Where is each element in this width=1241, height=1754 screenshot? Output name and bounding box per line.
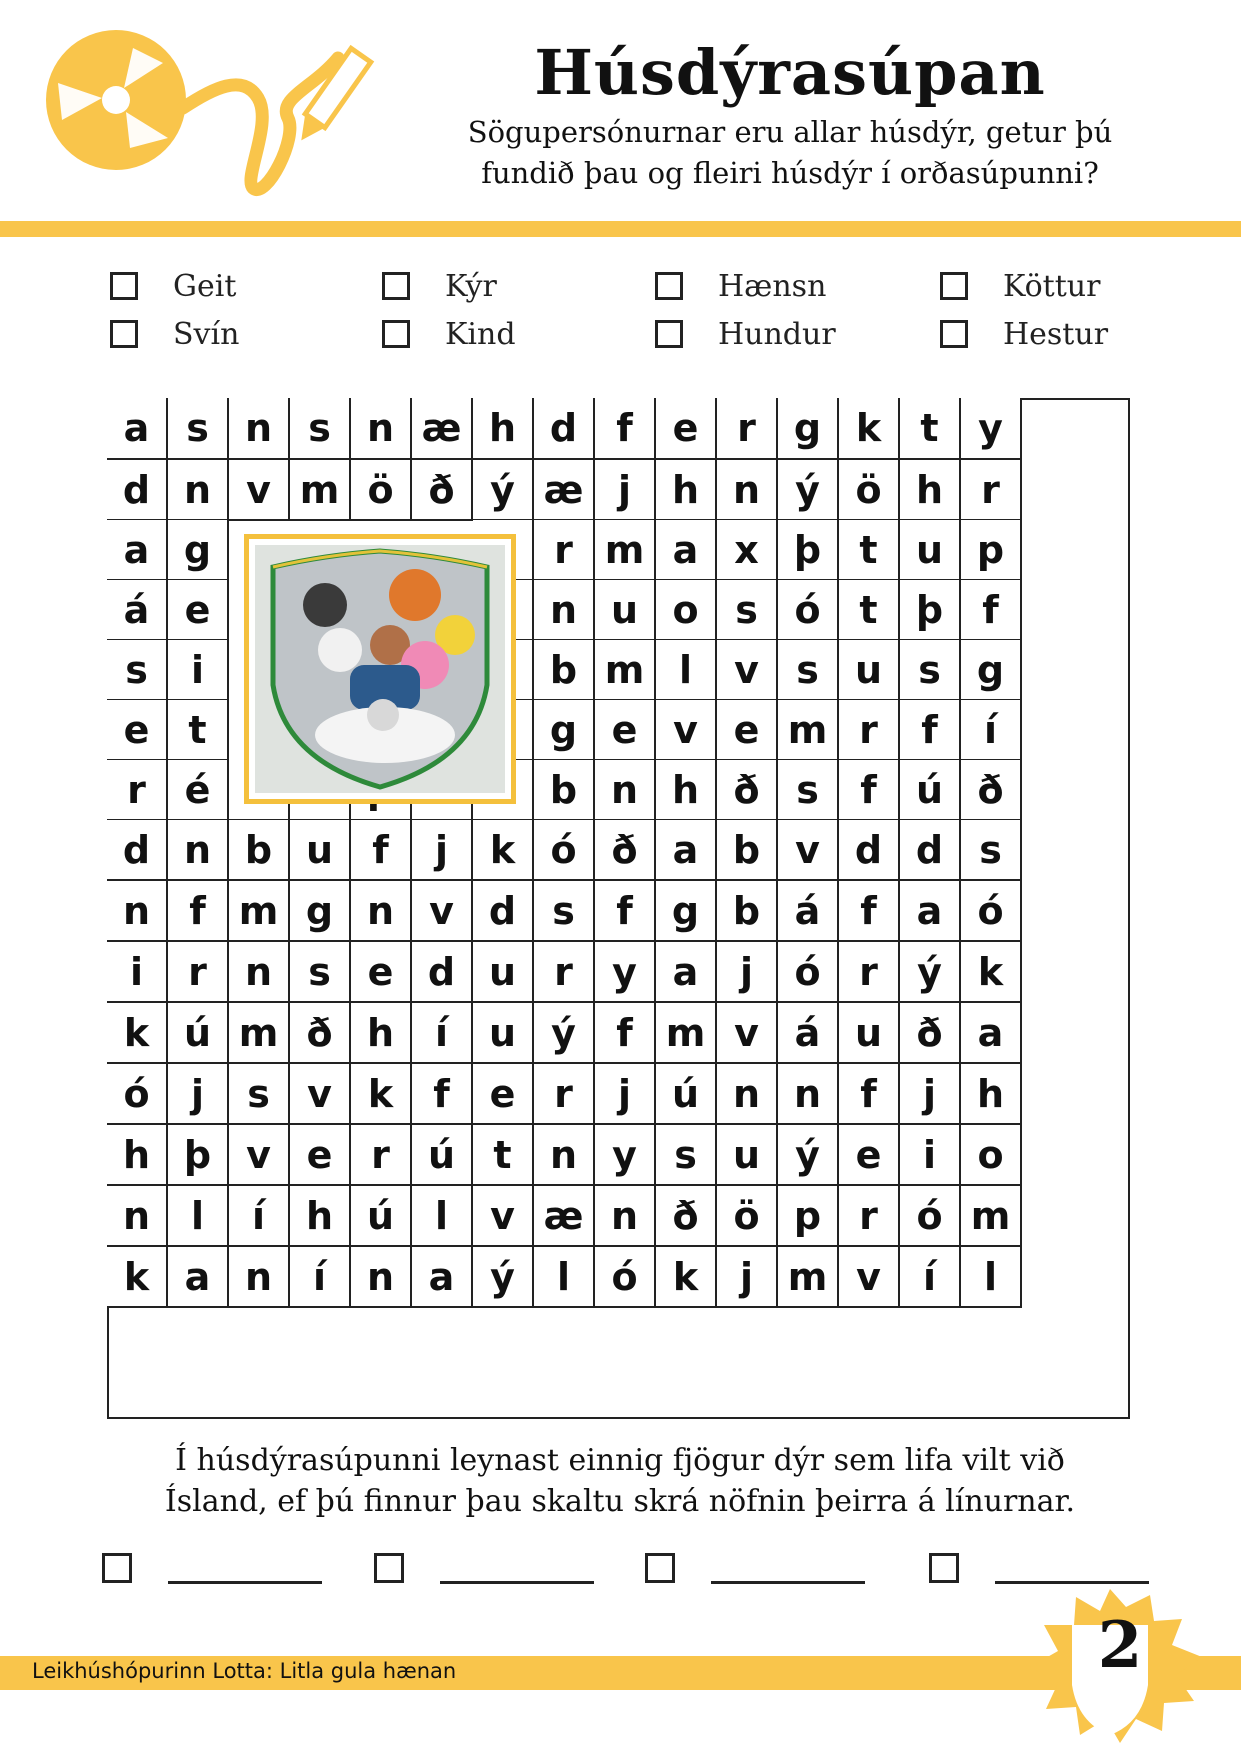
grid-cell[interactable]: r [107,760,168,821]
grid-cell[interactable]: ö [351,460,412,521]
checklist-item-hestur[interactable] [940,316,1108,352]
grid-cell[interactable]: j [717,1247,778,1308]
grid-cell[interactable]: b [717,820,778,881]
grid-cell[interactable]: a [656,942,717,1003]
grid-cell[interactable]: e [473,1064,534,1125]
grid-cell[interactable]: r [839,942,900,1003]
grid-cell[interactable]: ð [595,820,656,881]
grid-cell[interactable]: s [168,398,229,460]
grid-cell[interactable]: v [839,1247,900,1308]
grid-cell[interactable]: u [900,520,961,581]
grid-cell[interactable]: ð [900,1003,961,1064]
grid-cell[interactable]: m [229,1003,290,1064]
grid-cell[interactable]: s [534,881,595,942]
grid-cell[interactable]: u [290,820,351,881]
grid-cell[interactable]: h [473,398,534,460]
grid-cell[interactable]: h [290,1186,351,1247]
grid-cell[interactable]: f [412,1064,473,1125]
grid-cell[interactable]: ó [778,942,839,1003]
disc-with-pen-icon [38,28,388,198]
grid-cell[interactable]: k [107,1247,168,1308]
grid-cell[interactable]: f [839,760,900,821]
grid-cell[interactable]: k [961,942,1022,1003]
grid-cell[interactable]: þ [900,580,961,641]
grid-cell[interactable]: ð [412,460,473,521]
grid-cell[interactable]: ó [778,580,839,641]
grid-cell[interactable]: e [351,942,412,1003]
grid-cell[interactable]: r [168,942,229,1003]
grid-cell[interactable]: y [595,1125,656,1186]
grid-cell[interactable]: h [107,1125,168,1186]
checkbox[interactable] [655,272,683,300]
grid-cell[interactable]: ú [351,1186,412,1247]
grid-cell[interactable]: t [839,580,900,641]
grid-cell[interactable]: f [900,700,961,761]
word-search-grid [107,398,1130,1419]
grid-cell[interactable]: r [534,1064,595,1125]
grid-cell[interactable]: v [229,460,290,521]
grid-cell[interactable]: ð [290,1003,351,1064]
instruction-line-1: Í húsdýrasúpunni leynast einnig fjögur dýr sem lifa vilt við [175,1443,1065,1478]
grid-cell[interactable]: e [717,700,778,761]
grid-cell[interactable]: n [534,580,595,641]
grid-cell[interactable]: v [717,1003,778,1064]
grid-cell[interactable]: n [351,1247,412,1308]
grid-cell[interactable]: x [717,520,778,581]
grid-cell[interactable]: u [839,1003,900,1064]
grid-cell[interactable]: s [717,580,778,641]
grid-cell[interactable]: ý [900,942,961,1003]
page-title: Húsdýrasúpan [534,36,1046,109]
grid-cell[interactable]: ú [168,1003,229,1064]
grid-cell[interactable]: j [412,820,473,881]
grid-cell[interactable]: f [839,1064,900,1125]
grid-cell[interactable]: j [900,1064,961,1125]
grid-cell[interactable]: h [351,1003,412,1064]
grid-cell[interactable]: r [534,520,595,581]
grid-cell[interactable]: ý [778,460,839,521]
grid-cell[interactable]: s [778,760,839,821]
grid-cell[interactable]: k [656,1247,717,1308]
grid-cell[interactable]: f [961,580,1022,641]
grid-cell[interactable]: d [107,460,168,521]
grid-cell[interactable]: n [351,881,412,942]
instruction-line-2: Ísland, ef þú finnur þau skaltu skrá nöfnin þeirra á línurnar. [164,1484,1076,1519]
answer-line[interactable] [995,1581,1149,1584]
grid-cell[interactable]: æ [534,460,595,521]
grid-cell[interactable]: ý [473,1247,534,1308]
grid-cell[interactable]: n [351,398,412,460]
grid-cell[interactable]: s [900,640,961,701]
checkbox[interactable] [940,320,968,348]
grid-cell[interactable]: j [595,460,656,521]
grid-cell[interactable]: v [290,1064,351,1125]
grid-cell[interactable]: k [839,398,900,460]
grid-cell[interactable]: í [900,1247,961,1308]
grid-cell[interactable]: u [473,1003,534,1064]
checklist-item-svin[interactable] [110,316,239,352]
grid-cell[interactable]: a [656,820,717,881]
grid-cell[interactable]: n [778,1064,839,1125]
grid-cell[interactable]: n [168,820,229,881]
grid-cell[interactable]: e [595,700,656,761]
grid-cell[interactable]: g [778,398,839,460]
checklist-label: Kýr [445,268,497,304]
grid-cell[interactable]: ý [778,1125,839,1186]
grid-cell[interactable]: ú [900,760,961,821]
grid-cell[interactable]: í [961,700,1022,761]
grid-cell[interactable]: ö [717,1186,778,1247]
grid-cell[interactable]: n [595,760,656,821]
grid-cell[interactable]: m [961,1186,1022,1247]
subtitle-line-1: Sögupersónurnar eru allar húsdýr, getur þú [467,115,1113,149]
grid-cell[interactable]: ö [839,460,900,521]
grid-cell[interactable]: l [168,1186,229,1247]
grid-cell[interactable]: ú [412,1125,473,1186]
grid-cell[interactable]: e [656,398,717,460]
grid-cell[interactable]: m [778,700,839,761]
grid-cell[interactable]: h [656,460,717,521]
grid-cell[interactable]: r [839,700,900,761]
grid-cell[interactable]: m [290,460,351,521]
grid-cell[interactable]: h [656,760,717,821]
grid-cell[interactable]: n [534,1125,595,1186]
grid-cell[interactable]: l [412,1186,473,1247]
checklist-item-kottur[interactable] [940,268,1100,304]
grid-cell[interactable]: u [717,1125,778,1186]
grid-cell[interactable]: p [778,1186,839,1247]
checklist-label: Köttur [1003,268,1101,304]
grid-cell[interactable]: p [961,520,1022,581]
grid-cell[interactable]: e [107,700,168,761]
grid-cell[interactable]: n [229,942,290,1003]
grid-cell[interactable]: í [290,1247,351,1308]
grid-cell[interactable]: ú [656,1064,717,1125]
grid-cell[interactable]: k [473,820,534,881]
checklist-item-kyr[interactable] [382,268,497,304]
grid-cell[interactable]: j [717,942,778,1003]
subtitle-line-2: fundið þau og fleiri húsdýr í orðasúpunni? [481,156,1099,190]
grid-cell[interactable]: h [961,1064,1022,1125]
grid-cell[interactable]: á [778,881,839,942]
grid-cell[interactable]: n [229,1247,290,1308]
grid-cell[interactable]: m [595,640,656,701]
checkbox[interactable] [110,272,138,300]
grid-cell[interactable]: g [656,881,717,942]
grid-cell[interactable]: e [839,1125,900,1186]
checklist-item-hundur[interactable] [655,316,836,352]
checklist-label: Svín [173,316,240,352]
grid-cell[interactable]: þ [168,1125,229,1186]
grid-cell[interactable]: e [168,580,229,641]
grid-cell[interactable]: n [107,1186,168,1247]
grid-cell[interactable]: b [534,760,595,821]
page-subtitle [420,112,1160,194]
grid-cell[interactable]: l [656,640,717,701]
checklist-item-geit[interactable] [110,268,236,304]
grid-cell[interactable]: e [290,1125,351,1186]
grid-cell[interactable]: k [107,1003,168,1064]
grid-cell[interactable]: ð [717,760,778,821]
grid-cell[interactable]: m [656,1003,717,1064]
grid-cell[interactable]: d [900,820,961,881]
grid-cell[interactable]: f [595,881,656,942]
grid-cell[interactable]: a [900,881,961,942]
grid-cell[interactable]: t [839,520,900,581]
grid-cell[interactable]: l [961,1247,1022,1308]
grid-cell[interactable]: ý [534,1003,595,1064]
header-divider [0,221,1241,237]
grid-cell[interactable]: s [229,1064,290,1125]
footer-credit: Leikhúshópurinn Lotta: Litla gula hænan [32,1659,457,1683]
answer-line[interactable] [168,1581,322,1584]
grid-cell[interactable]: é [168,760,229,821]
grid-cell[interactable]: r [351,1125,412,1186]
grid-cell[interactable]: í [412,1003,473,1064]
grid-cell[interactable]: ó [534,820,595,881]
grid-cell[interactable]: b [229,820,290,881]
checkbox[interactable] [110,320,138,348]
checklist-label: Kind [445,316,516,352]
grid-cell[interactable]: s [107,640,168,701]
grid-cell[interactable]: g [168,520,229,581]
grid-cell[interactable]: a [961,1003,1022,1064]
grid-cell[interactable]: i [107,942,168,1003]
grid-cell[interactable]: n [595,1186,656,1247]
grid-cell[interactable]: d [839,820,900,881]
checklist-item-haensn[interactable] [655,268,826,304]
grid-cell[interactable]: t [900,398,961,460]
grid-cell[interactable]: n [717,460,778,521]
grid-cell[interactable]: v [229,1125,290,1186]
checkbox[interactable] [382,320,410,348]
grid-cell[interactable]: t [168,700,229,761]
grid-cell[interactable]: j [168,1064,229,1125]
grid-cell[interactable]: f [839,881,900,942]
grid-cell[interactable]: n [168,460,229,521]
checkbox[interactable] [929,1553,959,1583]
checklist-label: Hestur [1003,316,1109,352]
grid-cell[interactable]: þ [778,520,839,581]
grid-cell[interactable]: u [595,580,656,641]
grid-cell[interactable]: a [656,520,717,581]
checklist-label: Geit [173,268,237,304]
grid-cell[interactable]: s [778,640,839,701]
grid-cell[interactable]: j [595,1064,656,1125]
checklist-label: Hænsn [718,268,827,304]
grid-cell[interactable]: b [534,640,595,701]
crest-icon [255,545,505,793]
grid-cell[interactable]: ó [961,881,1022,942]
grid-cell[interactable]: f [351,820,412,881]
answer-line[interactable] [711,1581,865,1584]
grid-cell[interactable]: ð [656,1186,717,1247]
checkbox[interactable] [102,1553,132,1583]
answer-line[interactable] [440,1581,594,1584]
grid-cell[interactable]: v [656,700,717,761]
grid-cell[interactable]: ð [961,760,1022,821]
grid-cell[interactable]: á [778,1003,839,1064]
grid-cell[interactable]: d [107,820,168,881]
grid-cell[interactable]: a [412,1247,473,1308]
grid-cell[interactable]: v [412,881,473,942]
grid-cell[interactable]: í [229,1186,290,1247]
checkbox[interactable] [655,320,683,348]
grid-cell[interactable]: m [229,881,290,942]
grid-cell[interactable]: d [534,398,595,460]
checkbox[interactable] [374,1553,404,1583]
grid-cell[interactable]: ó [595,1247,656,1308]
grid-cell[interactable]: t [473,1125,534,1186]
grid-cell[interactable]: r [961,460,1022,521]
grid-cell[interactable]: æ [534,1186,595,1247]
grid-cell[interactable]: g [290,881,351,942]
grid-cell[interactable]: d [412,942,473,1003]
grid-cell[interactable]: s [290,398,351,460]
grid-cell[interactable]: l [534,1247,595,1308]
grid-cell[interactable]: h [900,460,961,521]
checklist-label: Hundur [718,316,836,352]
grid-cell[interactable]: n [717,1064,778,1125]
grid-cell[interactable]: y [961,398,1022,460]
grid-cell[interactable]: v [473,1186,534,1247]
grid-cell[interactable]: g [961,640,1022,701]
grid-cell[interactable]: o [656,580,717,641]
checkbox[interactable] [940,272,968,300]
grid-cell[interactable]: r [839,1186,900,1247]
grid-cell[interactable]: u [473,942,534,1003]
grid-cell[interactable]: æ [412,398,473,460]
grid-cell[interactable]: n [229,398,290,460]
grid-cell[interactable]: r [717,398,778,460]
grid-cell[interactable]: g [534,700,595,761]
checkbox[interactable] [382,272,410,300]
bonus-instructions [90,1440,1150,1522]
page-number: 2 [1097,1608,1143,1683]
grid-cell[interactable]: s [290,942,351,1003]
grid-cell[interactable]: s [961,820,1022,881]
grid-cell[interactable]: a [107,520,168,581]
grid-cell[interactable]: f [168,881,229,942]
grid-cell[interactable]: o [961,1125,1022,1186]
grid-cell[interactable]: a [168,1247,229,1308]
grid-cell[interactable]: r [534,942,595,1003]
checklist-item-kind[interactable] [382,316,516,352]
grid-cell[interactable]: d [473,881,534,942]
grid-cell[interactable]: i [900,1125,961,1186]
grid-cell[interactable]: m [595,520,656,581]
grid-cell[interactable]: a [107,398,168,460]
checkbox[interactable] [645,1553,675,1583]
grid-cell[interactable]: ó [107,1064,168,1125]
grid-cell[interactable]: ó [900,1186,961,1247]
grid-cell[interactable]: f [595,398,656,460]
grid-cell[interactable]: v [717,640,778,701]
grid-cell[interactable]: u [839,640,900,701]
grid-cell[interactable]: s [656,1125,717,1186]
grid-cell[interactable]: n [107,881,168,942]
grid-cell[interactable]: á [107,580,168,641]
grid-cell[interactable]: m [778,1247,839,1308]
grid-cell[interactable]: k [351,1064,412,1125]
grid-cell[interactable]: v [778,820,839,881]
grid-cell[interactable]: i [168,640,229,701]
grid-cell[interactable]: f [595,1003,656,1064]
grid-cell[interactable]: y [595,942,656,1003]
crest-photo [244,534,516,804]
grid-cell[interactable]: b [717,881,778,942]
grid-cell[interactable]: ý [473,460,534,521]
